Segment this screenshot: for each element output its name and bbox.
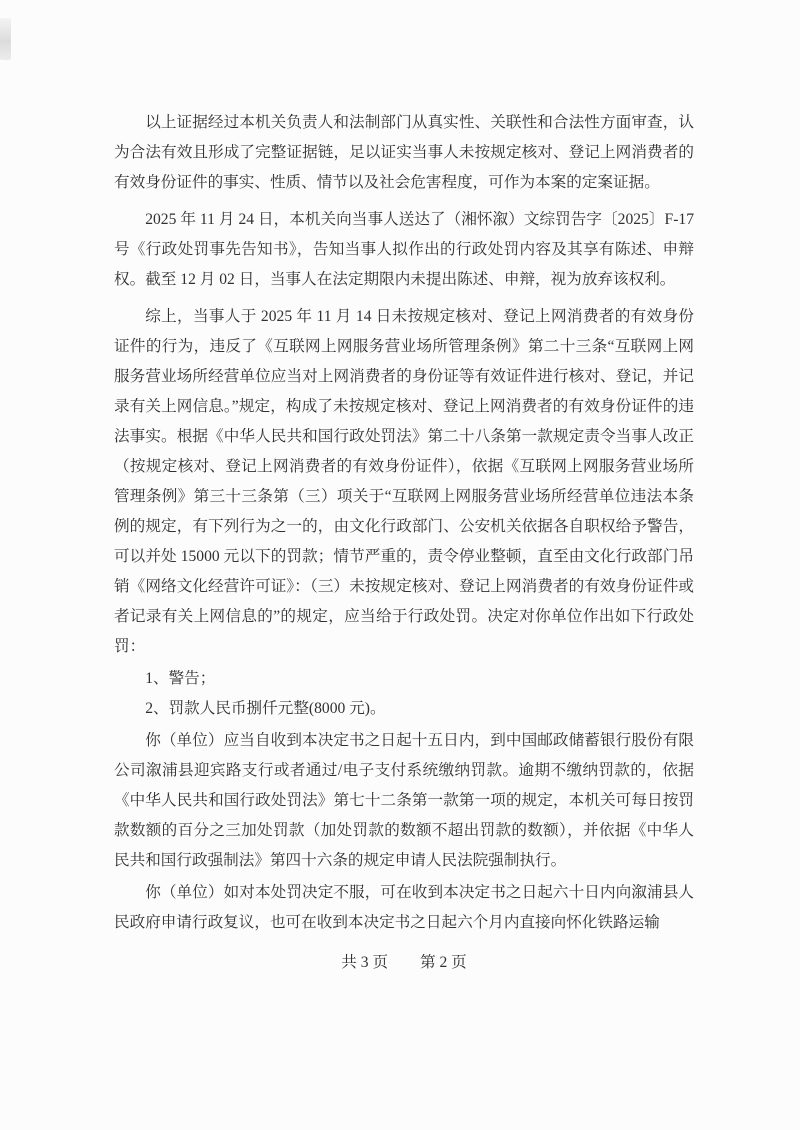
scan-artifact-mark bbox=[0, 18, 11, 60]
paragraph-evidence-review: 以上证据经过本机关负责人和法制部门从真实性、关联性和合法性方面审查，认为合法有效且形成了完整证据链，足以证实当事人未按规定核对、登记上网消费者的有效身份证件的事实、性质、情节以及社会危害程度，可作为本案的定案证据。 bbox=[114, 114, 694, 191]
penalty-item-warning: 1、警告； bbox=[145, 670, 216, 687]
paragraph-decision-basis: 综上，当事人于 2025 年 11 月 14 日未按规定核对、登记上网消费者的有效身份证件的行为，违反了《互联网上网服务营业场所管理条例》第二十三条“互联网上网服务营业场所经营单位应当对上网消费者的身份证等有效证件进行核对、登记，并记录有关上网信息。”规定，构成了未按规定核对、登记上网消费者的有效身份证件的违法事实。根据《中华人民共和国行政处罚法》第二十八条第一款规定责令当事人改正（按规定核对、登记上网消费者的有效身份证件），依据《互联网上网服务营业场所管理条例》第三十三条第（三）项关于“互联网上网服务营业场所经营单位违法本条例的规定，有下列行为之一的，由文化行政部门、公安机关依据各自职权给予警告，可以并处 15000 元以下的罚款；情节严重的，责令停业整顿，直至由文化行政部门吊销《网络文化经营许可证》：（三）未按规定核对、登记上网消费者的有效身份证件或者记录有关上网信息的”的规定，应当给于行政处罚。决定对你单位作出如下行政处罚： bbox=[114, 308, 694, 655]
paragraph-prior-notice: 2025 年 11 月 24 日，本机关向当事人送达了（湘怀溆）文综罚告字〔2025〕F-17 号《行政处罚事先告知书》，告知当事人拟作出的行政处罚内容及其享有陈述、申辩权。截至 12 月 02 日，当事人在法定期限内未提出陈述、申辩，视为放弃该权利。 bbox=[114, 211, 694, 288]
footer-current-page: 第 2 页 bbox=[419, 954, 467, 971]
paragraph-appeal-rights: 你（单位）如对本处罚决定不服，可在收到本决定书之日起六十日内向溆浦县人民政府申请行政复议，也可在收到本决定书之日起六个月内直接向怀化铁路运输 bbox=[114, 884, 694, 931]
paragraph-payment-instructions: 你（单位）应当自收到本决定书之日起十五日内，到中国邮政储蓄银行股份有限公司溆浦县迎宾路支行或者通过/电子支付系统缴纳罚款。逾期不缴纳罚款的，依据《中华人民共和国行政处罚法》第七十二条第一款第一项的规定，本机关可每日按罚款数额的百分之三加处罚款（加处罚款的数额不超出罚款的数额），并依据《中华人民共和国行政强制法》第四十六条的规定申请人民法院强制执行。 bbox=[114, 732, 694, 869]
penalty-item-fine: 2、罚款人民币捌仟元整(8000 元)。 bbox=[145, 700, 386, 717]
page-footer bbox=[114, 948, 694, 978]
footer-total-pages: 共 3 页 bbox=[341, 954, 389, 971]
document-body bbox=[114, 108, 694, 978]
